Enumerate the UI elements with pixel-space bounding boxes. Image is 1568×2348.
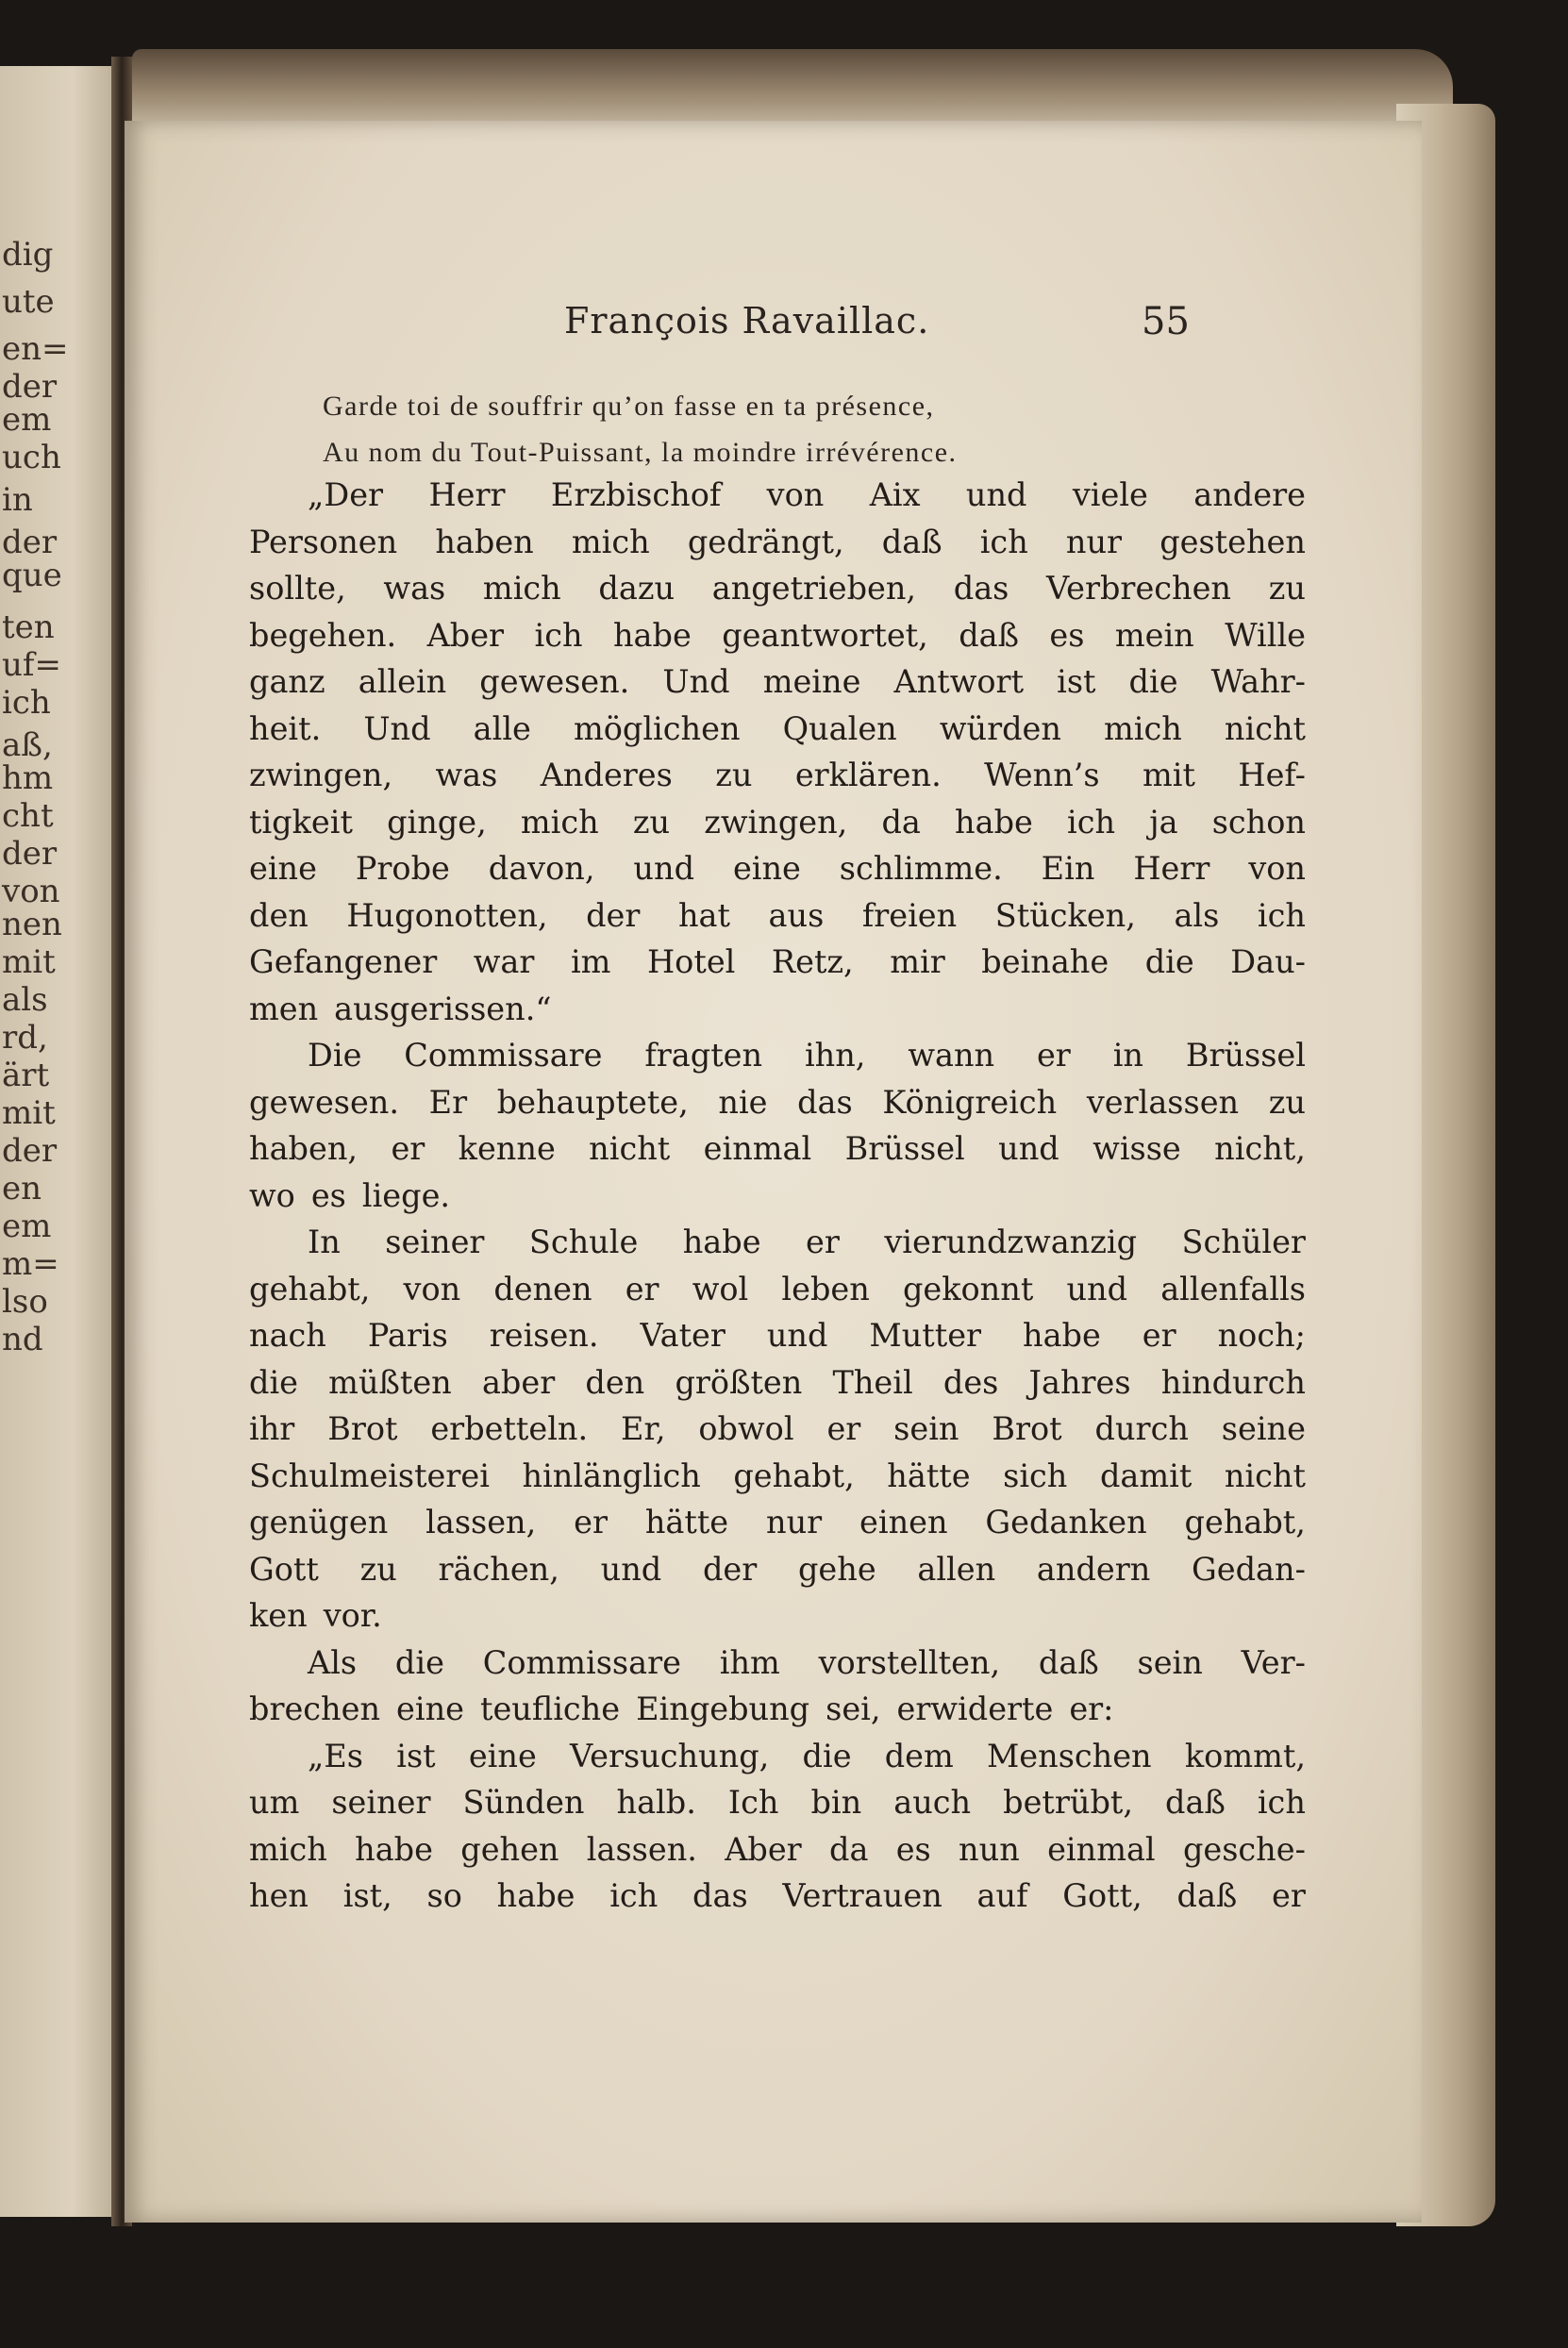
running-title: François Ravaillac.: [564, 300, 930, 341]
left-page-fragment: der: [2, 1132, 58, 1170]
text-line: die müßten aber den größten Theil des Jahres hindurch: [249, 1363, 1306, 1401]
text-line: gewesen. Er behauptete, nie das Königreich verlassen zu: [249, 1083, 1306, 1121]
text-line: Schulmeisterei hinlänglich gehabt, hätte sich damit nicht: [249, 1457, 1306, 1494]
text-line: haben, er kenne nicht einmal Brüssel und wisse nicht,: [249, 1130, 1306, 1167]
text-line: eine Probe davon, und eine schlimme. Ein Herr von: [249, 850, 1306, 887]
left-page-fragment: von: [2, 873, 60, 910]
left-page-fragment: der: [2, 524, 58, 561]
text-line: den Hugonotten, der hat aus freien Stücken, als ich: [249, 896, 1306, 934]
text-line: brechen eine teufliche Eingebung sei, erwiderte er:: [249, 1690, 1114, 1727]
left-page-fragment: cht: [2, 797, 54, 835]
verse-quote: [323, 383, 1266, 475]
text-line: tigkeit ginge, mich zu zwingen, da habe ich ja schon: [249, 803, 1306, 841]
text-line: Gefangener war im Hotel Retz, mir beinahe die Dau-: [249, 943, 1306, 980]
book-page: [125, 121, 1422, 2223]
left-page-fragment: als: [2, 981, 48, 1019]
text-line: mich habe gehen lassen. Aber da es nun einmal gesche-: [249, 1830, 1306, 1868]
text-line: um seiner Sünden halb. Ich bin auch betrübt, daß ich: [249, 1784, 1306, 1821]
left-page-fragment: em: [2, 401, 52, 439]
left-page-fragment: nen: [2, 906, 62, 943]
text-line: ken vor.: [249, 1597, 382, 1634]
verse-line: Garde toi de souffrir qu’on fasse en ta présence,: [323, 391, 935, 422]
text-line: men ausgerissen.“: [249, 990, 552, 1027]
text-line: „Der Herr Erzbischof von Aix und viele andere: [308, 476, 1306, 513]
running-head: [125, 300, 1422, 357]
left-page-fragment: ich: [2, 684, 51, 722]
text-line: ganz allein gewesen. Und meine Antwort ist die Wahr-: [249, 663, 1306, 700]
left-page-fragment: ten: [2, 608, 55, 646]
text-line: Als die Commissare ihm vorstellten, daß sein Ver-: [308, 1643, 1306, 1681]
previous-page-fragment: [0, 66, 121, 2217]
text-line: zwingen, was Anderes zu erklären. Wenn’s mit Hef-: [249, 757, 1306, 793]
left-page-fragment: em: [2, 1207, 52, 1245]
verse-line: Au nom du Tout-Puissant, la moindre irrévérence.: [323, 437, 958, 468]
left-page-fragment: ärt: [2, 1057, 50, 1094]
text-line: gehabt, von denen er wol leben gekonnt und allenfalls: [249, 1270, 1306, 1307]
left-page-fragment: in: [2, 481, 33, 519]
text-line: wo es liege.: [249, 1176, 451, 1214]
page-number: 55: [1142, 300, 1190, 343]
text-line: nach Paris reisen. Vater und Mutter habe er noch;: [249, 1317, 1306, 1354]
left-page-fragment: der: [2, 835, 58, 873]
left-page-fragment: mit: [2, 1094, 56, 1132]
left-page-fragment: der: [2, 368, 58, 406]
left-page-fragment: uf=: [2, 646, 61, 684]
body-text: [249, 472, 1306, 1920]
text-line: Die Commissare fragten ihn, wann er in Brüssel: [308, 1037, 1306, 1074]
left-page-fragment: uch: [2, 439, 61, 476]
text-line: genügen lassen, er hätte nur einen Gedanken gehabt,: [249, 1504, 1306, 1540]
left-page-fragment: hm: [2, 759, 54, 797]
text-line: hen ist, so habe ich das Vertrauen auf Gott, daß er: [249, 1877, 1306, 1914]
left-page-fragment: m=: [2, 1245, 59, 1283]
text-line: Personen haben mich gedrängt, daß ich nur gestehen: [249, 523, 1306, 560]
left-page-fragment: nd: [2, 1321, 43, 1358]
text-line: sollte, was mich dazu angetrieben, das Verbrechen zu: [249, 570, 1306, 607]
left-page-fragment: en=: [2, 330, 69, 368]
left-page-fragment: ute: [2, 283, 55, 321]
left-page-fragment: que: [2, 557, 62, 594]
text-line: ihr Brot erbetteln. Er, obwol er sein Brot durch seine: [249, 1410, 1306, 1447]
text-line: begehen. Aber ich habe geantwortet, daß es mein Wille: [249, 616, 1306, 654]
text-line: heit. Und alle möglichen Qualen würden mich nicht: [249, 709, 1306, 747]
left-page-fragment: rd,: [2, 1019, 48, 1057]
left-page-fragment: dig: [2, 236, 54, 274]
text-line: In seiner Schule habe er vierundzwanzig Schüler: [308, 1224, 1306, 1260]
text-line: Gott zu rächen, und der gehe allen andern Gedan-: [249, 1550, 1306, 1588]
left-page-fragment: lso: [2, 1283, 48, 1321]
text-line: „Es ist eine Versuchung, die dem Menschen kommt,: [308, 1737, 1306, 1774]
left-page-fragment: aß,: [2, 726, 53, 764]
left-page-fragment: en: [2, 1170, 42, 1207]
left-page-fragment: mit: [2, 943, 56, 981]
